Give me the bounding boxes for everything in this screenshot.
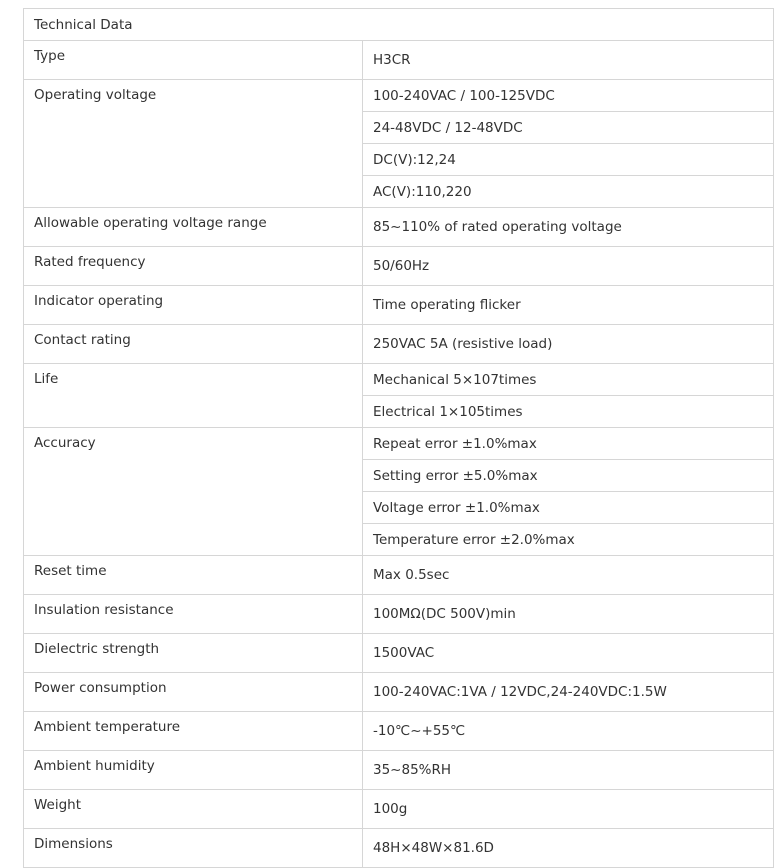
spec-value: 50/60Hz: [363, 247, 774, 286]
spec-label: Weight: [24, 790, 363, 829]
spec-label: Allowable operating voltage range: [24, 208, 363, 247]
spec-value: Temperature error ±2.0%max: [363, 524, 774, 556]
table-row: [24, 325, 774, 364]
table-row: [24, 829, 774, 868]
table-row: [24, 364, 774, 396]
spec-value: Electrical 1×105times: [363, 396, 774, 428]
table-row: [24, 556, 774, 595]
spec-label: Contact rating: [24, 325, 363, 364]
spec-value: Voltage error ±1.0%max: [363, 492, 774, 524]
spec-value: Setting error ±5.0%max: [363, 460, 774, 492]
table-row: [24, 247, 774, 286]
spec-value: Mechanical 5×107times: [363, 364, 774, 396]
table-title: Technical Data: [24, 9, 774, 41]
spec-value: AC(V):110,220: [363, 176, 774, 208]
spec-value: DC(V):12,24: [363, 144, 774, 176]
spec-label: Ambient humidity: [24, 751, 363, 790]
spec-label: Operating voltage: [24, 80, 363, 208]
table-row: [24, 634, 774, 673]
spec-value: 100-240VAC:1VA / 12VDC,24-240VDC:1.5W: [363, 673, 774, 712]
spec-label: Accuracy: [24, 428, 363, 556]
spec-label: Dielectric strength: [24, 634, 363, 673]
table-row: [24, 595, 774, 634]
spec-value: 100MΩ(DC 500V)min: [363, 595, 774, 634]
spec-label: Ambient temperature: [24, 712, 363, 751]
table-row: [24, 428, 774, 460]
spec-value: 100g: [363, 790, 774, 829]
spec-value: 100-240VAC / 100-125VDC: [363, 80, 774, 112]
table-body: [24, 9, 774, 868]
spec-value: 250VAC 5A (resistive load): [363, 325, 774, 364]
spec-value: 1500VAC: [363, 634, 774, 673]
table-row: [24, 751, 774, 790]
spec-label: Reset time: [24, 556, 363, 595]
table-row: [24, 790, 774, 829]
spec-value: -10℃~+55℃: [363, 712, 774, 751]
spec-label: Insulation resistance: [24, 595, 363, 634]
spec-label: Power consumption: [24, 673, 363, 712]
table-row: [24, 208, 774, 247]
spec-value: H3CR: [363, 41, 774, 80]
spec-value: Max 0.5sec: [363, 556, 774, 595]
table-header-row: [24, 9, 774, 41]
table-row: [24, 712, 774, 751]
spec-label: Dimensions: [24, 829, 363, 868]
spec-value: 48H×48W×81.6D: [363, 829, 774, 868]
spec-value: Repeat error ±1.0%max: [363, 428, 774, 460]
spec-label: Rated frequency: [24, 247, 363, 286]
spec-value: 35~85%RH: [363, 751, 774, 790]
technical-data-table: [23, 8, 774, 868]
spec-label: Life: [24, 364, 363, 428]
table-row: [24, 80, 774, 112]
spec-label: Indicator operating: [24, 286, 363, 325]
spec-label: Type: [24, 41, 363, 80]
spec-value: Time operating flicker: [363, 286, 774, 325]
table-row: [24, 673, 774, 712]
table-row: [24, 286, 774, 325]
spec-value: 24-48VDC / 12-48VDC: [363, 112, 774, 144]
spec-value: 85~110% of rated operating voltage: [363, 208, 774, 247]
table-row: [24, 41, 774, 80]
